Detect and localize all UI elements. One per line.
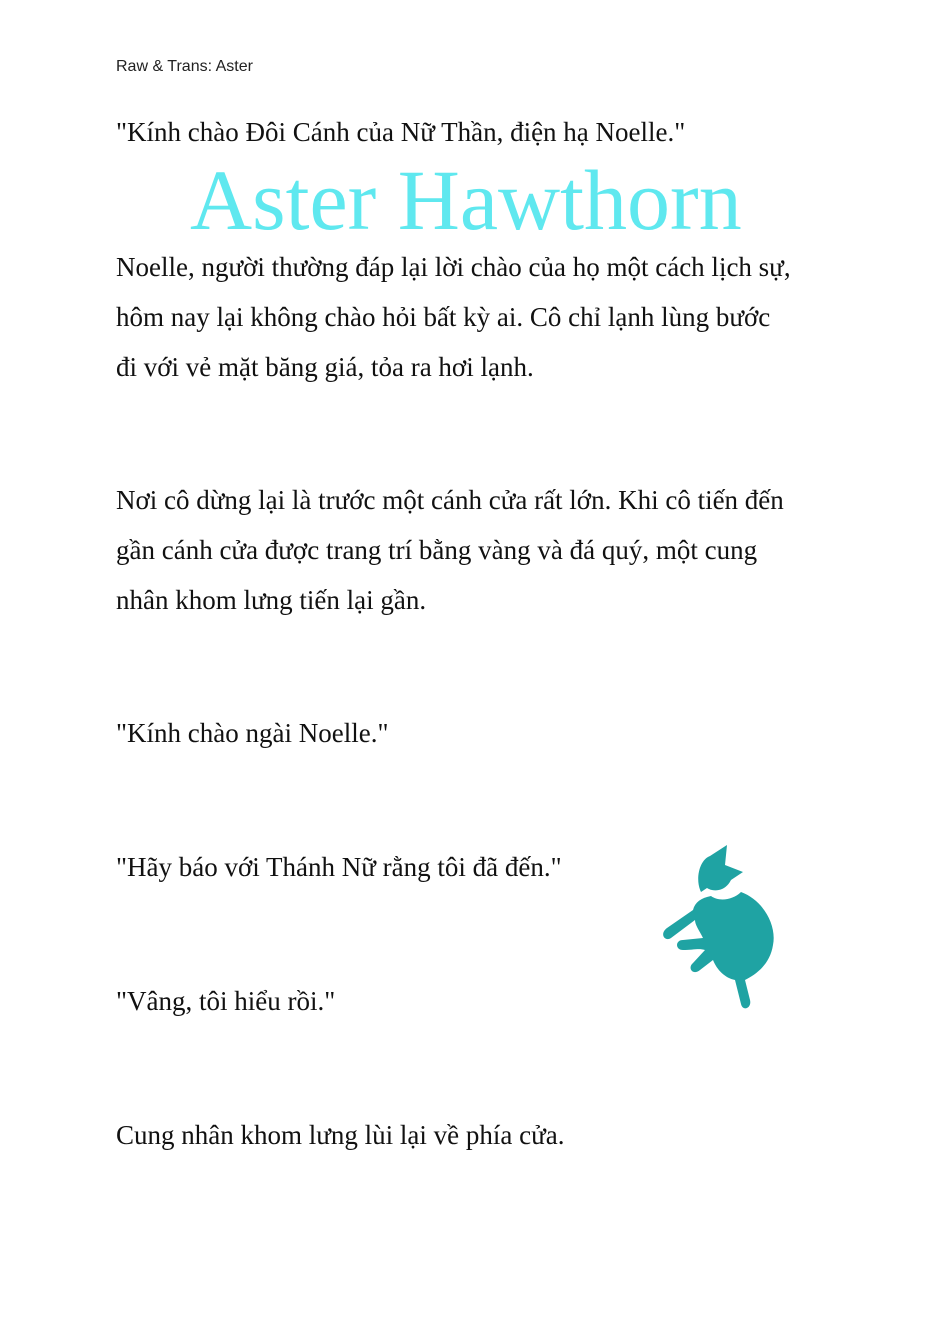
- text-line: Nơi cô dừng lại là trước một cánh cửa rất lớn. Khi cô tiến đến: [116, 485, 784, 515]
- cat-logo-icon: [655, 830, 780, 1015]
- text-line: nhân khom lưng tiến lại gần.: [116, 585, 427, 615]
- translator-credit: Raw & Trans: Aster: [116, 58, 253, 75]
- text-line: "Kính chào Đôi Cánh của Nữ Thần, điện hạ Noelle.": [116, 117, 686, 147]
- text-line: gần cánh cửa được trang trí bằng vàng và đá quý, một cung: [116, 535, 758, 565]
- text-line: Cung nhân khom lưng lùi lại về phía cửa.: [116, 1120, 565, 1150]
- watermark-text: Aster Hawthorn: [190, 152, 742, 248]
- text-line: Noelle, người thường đáp lại lời chào của họ một cách lịch sự,: [116, 252, 791, 282]
- text-line: "Hãy báo với Thánh Nữ rằng tôi đã đến.": [116, 852, 562, 882]
- text-line: "Vâng, tôi hiểu rồi.": [116, 986, 336, 1016]
- text-line: đi với vẻ mặt băng giá, tỏa ra hơi lạnh.: [116, 352, 534, 382]
- text-line: "Kính chào ngài Noelle.": [116, 718, 389, 748]
- text-line: hôm nay lại không chào hỏi bất kỳ ai. Cô chỉ lạnh lùng bước: [116, 302, 771, 332]
